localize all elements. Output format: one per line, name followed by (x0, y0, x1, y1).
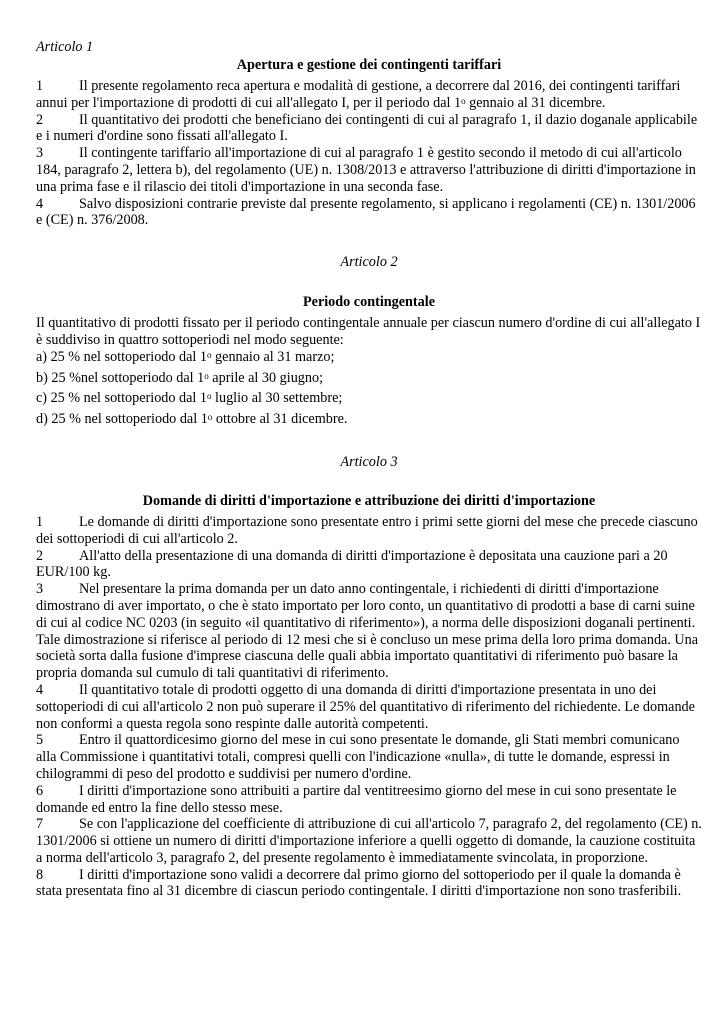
paragraph-text: I diritti d'importazione sono validi a decorrere dal primo giorno del sottoperiodo per il quale la domanda è stata presentata fino al 31 dicembre di ciascun periodo contingentale. I diritti d'importazione non sono trasferibili. (36, 866, 682, 900)
item-text: ottobre al 31 dicembre. (212, 411, 348, 428)
paragraph-number: 7 (36, 816, 44, 833)
paragraph-text: Il presente regolamento reca apertura e modalità di gestione, a decorrere dal 2016, dei contingenti tariffari annui per l'importazione di prodotti di cui all'allegato I, per il periodo dal 1 (36, 78, 681, 111)
paragraph-number: 1 (36, 78, 44, 94)
paragraph-number: 8 (36, 866, 44, 883)
paragraph-number: 2 (36, 547, 44, 564)
ordinal-superscript: o (461, 95, 466, 106)
article-2-heading: Periodo contingentale (302, 294, 435, 311)
paragraph-text: Nel presentare la prima domanda per un dato anno contingentale, i richiedenti di diritti d'importazione dimostrano di aver importato, o che è stato importato per loro conto, un quantitativo di prodotti a base di carni suine di cui al codice NC 0203 (in seguito «il quantitativo di riferimento»), a norma delle disposizioni doganali pertinenti. Tale dimostrazione si riferisce al periodo di 12 mesi che si è concluso un mese prima della loro prima domanda. Una società sorta dalla fusione d'imprese ciascuna delle quali abbia importato quantitativi di riferimento può basare la propria domanda sul cumulo di tali quantitativi di riferimento. (36, 581, 699, 682)
article-1-paragraph-2 (36, 112, 702, 146)
paragraph-number: 1 (36, 513, 44, 530)
ordinal-superscript: o (204, 370, 209, 381)
document-page (36, 38, 702, 900)
paragraph-text: Il quantitativo totale di prodotti oggetto di una domanda di diritti d'importazione presentata in uno dei sottoperiodi di cui all'articolo 2 non può superare il 25% del quantitativo di riferimento del richiedente. Le domande non conformi a questa regola sono respinte dalle autorità competenti. (36, 681, 695, 732)
ordinal-superscript: o (207, 349, 212, 360)
article-2-intro: Il quantitativo di prodotti fissato per il periodo contingentale annuale per ciascun numero d'ordine di cui all'allegato I è suddiviso in quattro sottoperiodi nel modo seguente: (36, 315, 701, 348)
paragraph-text: Salvo disposizioni contrarie previste dal presente regolamento, si applicano i regolamenti (CE) n. 1301/2006 e (CE) n. 376/2008. (36, 195, 696, 229)
item-text: a) 25 % nel sottoperiodo dal 1 (36, 348, 207, 365)
item-text: d) 25 % nel sottoperiodo dal 1 (36, 411, 208, 428)
article-1-title: Articolo 1 (36, 39, 94, 55)
paragraph-text: Se con l'applicazione del coefficiente di attribuzione di cui all'articolo 7, paragrafo 2, del regolamento (CE) n. 1301/2006 si ottiene un numero di diritti d'importazione inferiore a quelli oggetto di domande, la cauzione costituita a norma dell'articolo 3, paragrafo 2, del presente regolamento è immediatamente svincolata, in proporzione. (36, 816, 702, 866)
article-3-paragraph-3 (36, 581, 702, 682)
paragraph-text: Il contingente tariffario all'importazione di cui al paragrafo 1 è gestito secondo il metodo di cui all'articolo 184, paragrafo 2, lettera b), del regolamento (UE) n. 1308/2013 e attraverso l'attribuzione di diritti d'importazione in una prima fase e il rilascio dei titoli d'importazione in una seconda fase. (36, 145, 696, 195)
article-1-paragraph-1 (36, 78, 702, 112)
paragraph-text: I diritti d'importazione sono attribuiti a partire dal ventitreesimo giorno del mese in cui sono presentate le domande ed entro la fine dello stesso mese. (36, 782, 677, 816)
paragraph-text: gennaio al 31 dicembre. (465, 94, 606, 111)
paragraph-number: 3 (36, 145, 44, 162)
article-1-paragraph-4 (36, 196, 702, 230)
paragraph-number: 5 (36, 732, 44, 749)
article-3-paragraph-2 (36, 548, 702, 582)
item-text: aprile al 30 giugno; (208, 369, 324, 386)
paragraph-text: All'atto della presentazione di una domanda di diritti d'importazione è depositata una cauzione pari a 20 EUR/100 kg. (36, 547, 668, 581)
article-3-paragraph-5 (36, 732, 702, 782)
paragraph-text: Entro il quattordicesimo giorno del mese in cui sono presentate le domande, gli Stati membri comunicano alla Commissione i quantitativi totali, compresi quelli con l'indicazione «nulla», di tutte le domande, espressi in chilogrammi di peso del prodotto e suddivisi per numero d'ordine. (36, 732, 680, 782)
paragraph-number: 6 (36, 782, 44, 799)
item-text: gennaio al 31 marzo; (211, 348, 335, 365)
ordinal-superscript: o (207, 412, 213, 423)
article-1-paragraph-3 (36, 145, 702, 195)
article-3-heading: Domande di diritti d'importazione e attribuzione dei diritti d'importazione (142, 492, 596, 509)
ordinal-superscript: o (207, 391, 212, 402)
article-2-title: Articolo 2 (340, 254, 398, 271)
article-1-heading: Apertura e gestione dei contingenti tariffari (236, 57, 502, 73)
article-2-item-b (36, 370, 702, 387)
article-2-item-a (36, 349, 702, 366)
item-text: luglio al 30 settembre; (211, 390, 343, 407)
item-text: b) 25 %nel sottoperiodo dal 1 (36, 369, 205, 386)
article-3-title: Articolo 3 (340, 453, 398, 470)
article-2-item-d (36, 411, 702, 428)
paragraph-number: 4 (36, 195, 44, 212)
paragraph-text: Il quantitativo dei prodotti che beneficiano dei contingenti di cui al paragrafo 1, il dazio doganale applicabile e i numeri d'ordine sono fissati all'allegato I. (36, 111, 698, 145)
item-text: c) 25 % nel sottoperiodo dal 1 (36, 390, 207, 407)
article-3-paragraph-6 (36, 783, 702, 817)
paragraph-number: 2 (36, 111, 44, 128)
article-3-paragraph-4 (36, 682, 702, 732)
paragraph-number: 4 (36, 681, 44, 698)
article-2-item-c (36, 390, 702, 407)
paragraph-text: Le domande di diritti d'importazione sono presentate entro i primi sette giorni del mese che precede ciascuno dei sottoperiodi di cui all'articolo 2. (36, 513, 698, 547)
article-3-paragraph-7 (36, 816, 702, 866)
article-3-paragraph-8 (36, 867, 702, 901)
article-3-paragraph-1 (36, 514, 702, 548)
paragraph-number: 3 (36, 581, 44, 598)
